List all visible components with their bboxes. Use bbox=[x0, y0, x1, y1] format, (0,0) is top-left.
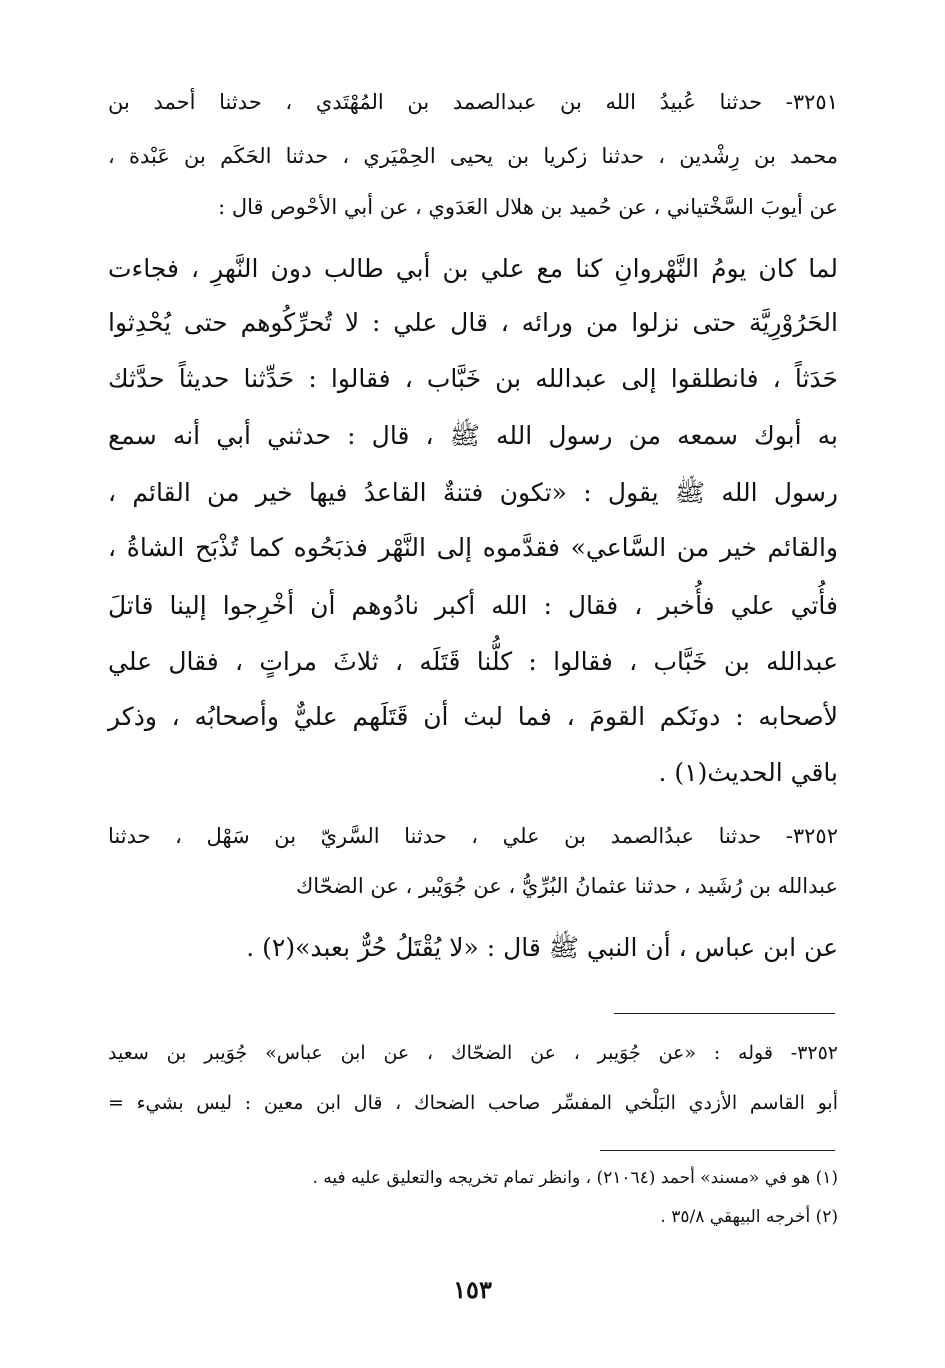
commentary-divider bbox=[614, 1013, 835, 1014]
matn-line: به أبوك سمعه من رسول الله ﷺ ، قال : حدثني أبي أنه سمع bbox=[108, 421, 838, 450]
matn-line: فأُتي علي فأُخبر ، فقال : الله أكبر نادُوهم أن أخْرِجوا إلينا قاتلَ bbox=[108, 591, 838, 620]
matn-line: عن ابن عباس ، أن النبي ﷺ قال : «لا يُقْتَلُ حُرٌّ بعبد»(٢) . bbox=[246, 933, 838, 962]
footnote-divider bbox=[600, 1150, 835, 1151]
matn-line: باقي الحديث(١) . bbox=[658, 758, 838, 787]
matn-line: الحَرُوْرِيَّة حتى نزلوا من ورائه ، قال علي : لا تُحرِّكُوهم حتى يُحْدِثوا bbox=[108, 308, 838, 337]
matn-line: لما كان يومُ النَّهْروانِ كنا مع علي بن أبي طالب دون النَّهرِ ، فجاءت bbox=[108, 254, 838, 283]
footnote: (١) هو في «مسند» أحمد (٢١٠٦٤) ، وانظر تمام تخريجه والتعليق عليه فيه . bbox=[312, 1168, 838, 1188]
matn-line: حَدَثاً ، فانطلقوا إلى عبدالله بن خَبَّاب ، فقالوا : حَدِّثنا حديثاً حدَّثك bbox=[108, 364, 838, 393]
page-number: ١٥٣ bbox=[453, 1275, 492, 1304]
isnad-line: عن أيوبَ السَّخْتياني ، عن حُميد بن هلال العَدَوي ، عن أبي الأحْوص قال : bbox=[218, 195, 838, 219]
matn-line: والقائم خير من السَّاعي» فقدَّموه إلى النَّهْر فذبَحُوه كما تُذْبَح الشاةُ ، bbox=[108, 533, 838, 562]
matn-line: عبدالله بن خَبَّاب ، فقالوا : كلُّنا قَتَلَه ، ثلاثَ مراتٍ ، فقال علي bbox=[108, 647, 838, 676]
isnad-line: عبدالله بن رُشَيد ، حدثنا عثمانُ البُرِّيُّ ، عن جُوَيْبر ، عن الضحّاك bbox=[295, 874, 838, 898]
isnad-line: ٣٢٥٢- حدثنا عبدُالصمد بن علي ، حدثنا السَّريّ بن سَهْل ، حدثنا bbox=[108, 824, 838, 848]
matn-line: لأصحابه : دونَكم القومَ ، فما لبث أن قَتَلَهم عليٌّ وأصحابُه ، وذكر bbox=[108, 702, 838, 731]
isnad-line: ٣٢٥١- حدثنا عُبيدُ الله بن عبدالصمد بن المُهْتَدي ، حدثنا أحمد بن bbox=[108, 90, 838, 114]
commentary-line: أبو القاسم الأزدي البَلْخي المفسِّر صاحب الضحاك ، قال ابن معين : ليس بشيء = bbox=[108, 1092, 838, 1114]
commentary-line: ٣٢٥٢- قوله : «عن جُوَيبر ، عن الضحّاك ، عن ابن عباس» جُوَيبر بن سعيد bbox=[108, 1042, 838, 1064]
footnote: (٢) أخرجه البيهقي ٣٥/٨ . bbox=[660, 1207, 838, 1227]
matn-line: رسول الله ﷺ يقول : «تكون فتنةٌ القاعدُ فيها خير من القائم ، bbox=[108, 478, 838, 507]
isnad-line: محمد بن رِشْدين ، حدثنا زكريا بن يحيى الحِمْيَري ، حدثنا الحَكَم بن عَبْدة ، bbox=[108, 144, 838, 168]
